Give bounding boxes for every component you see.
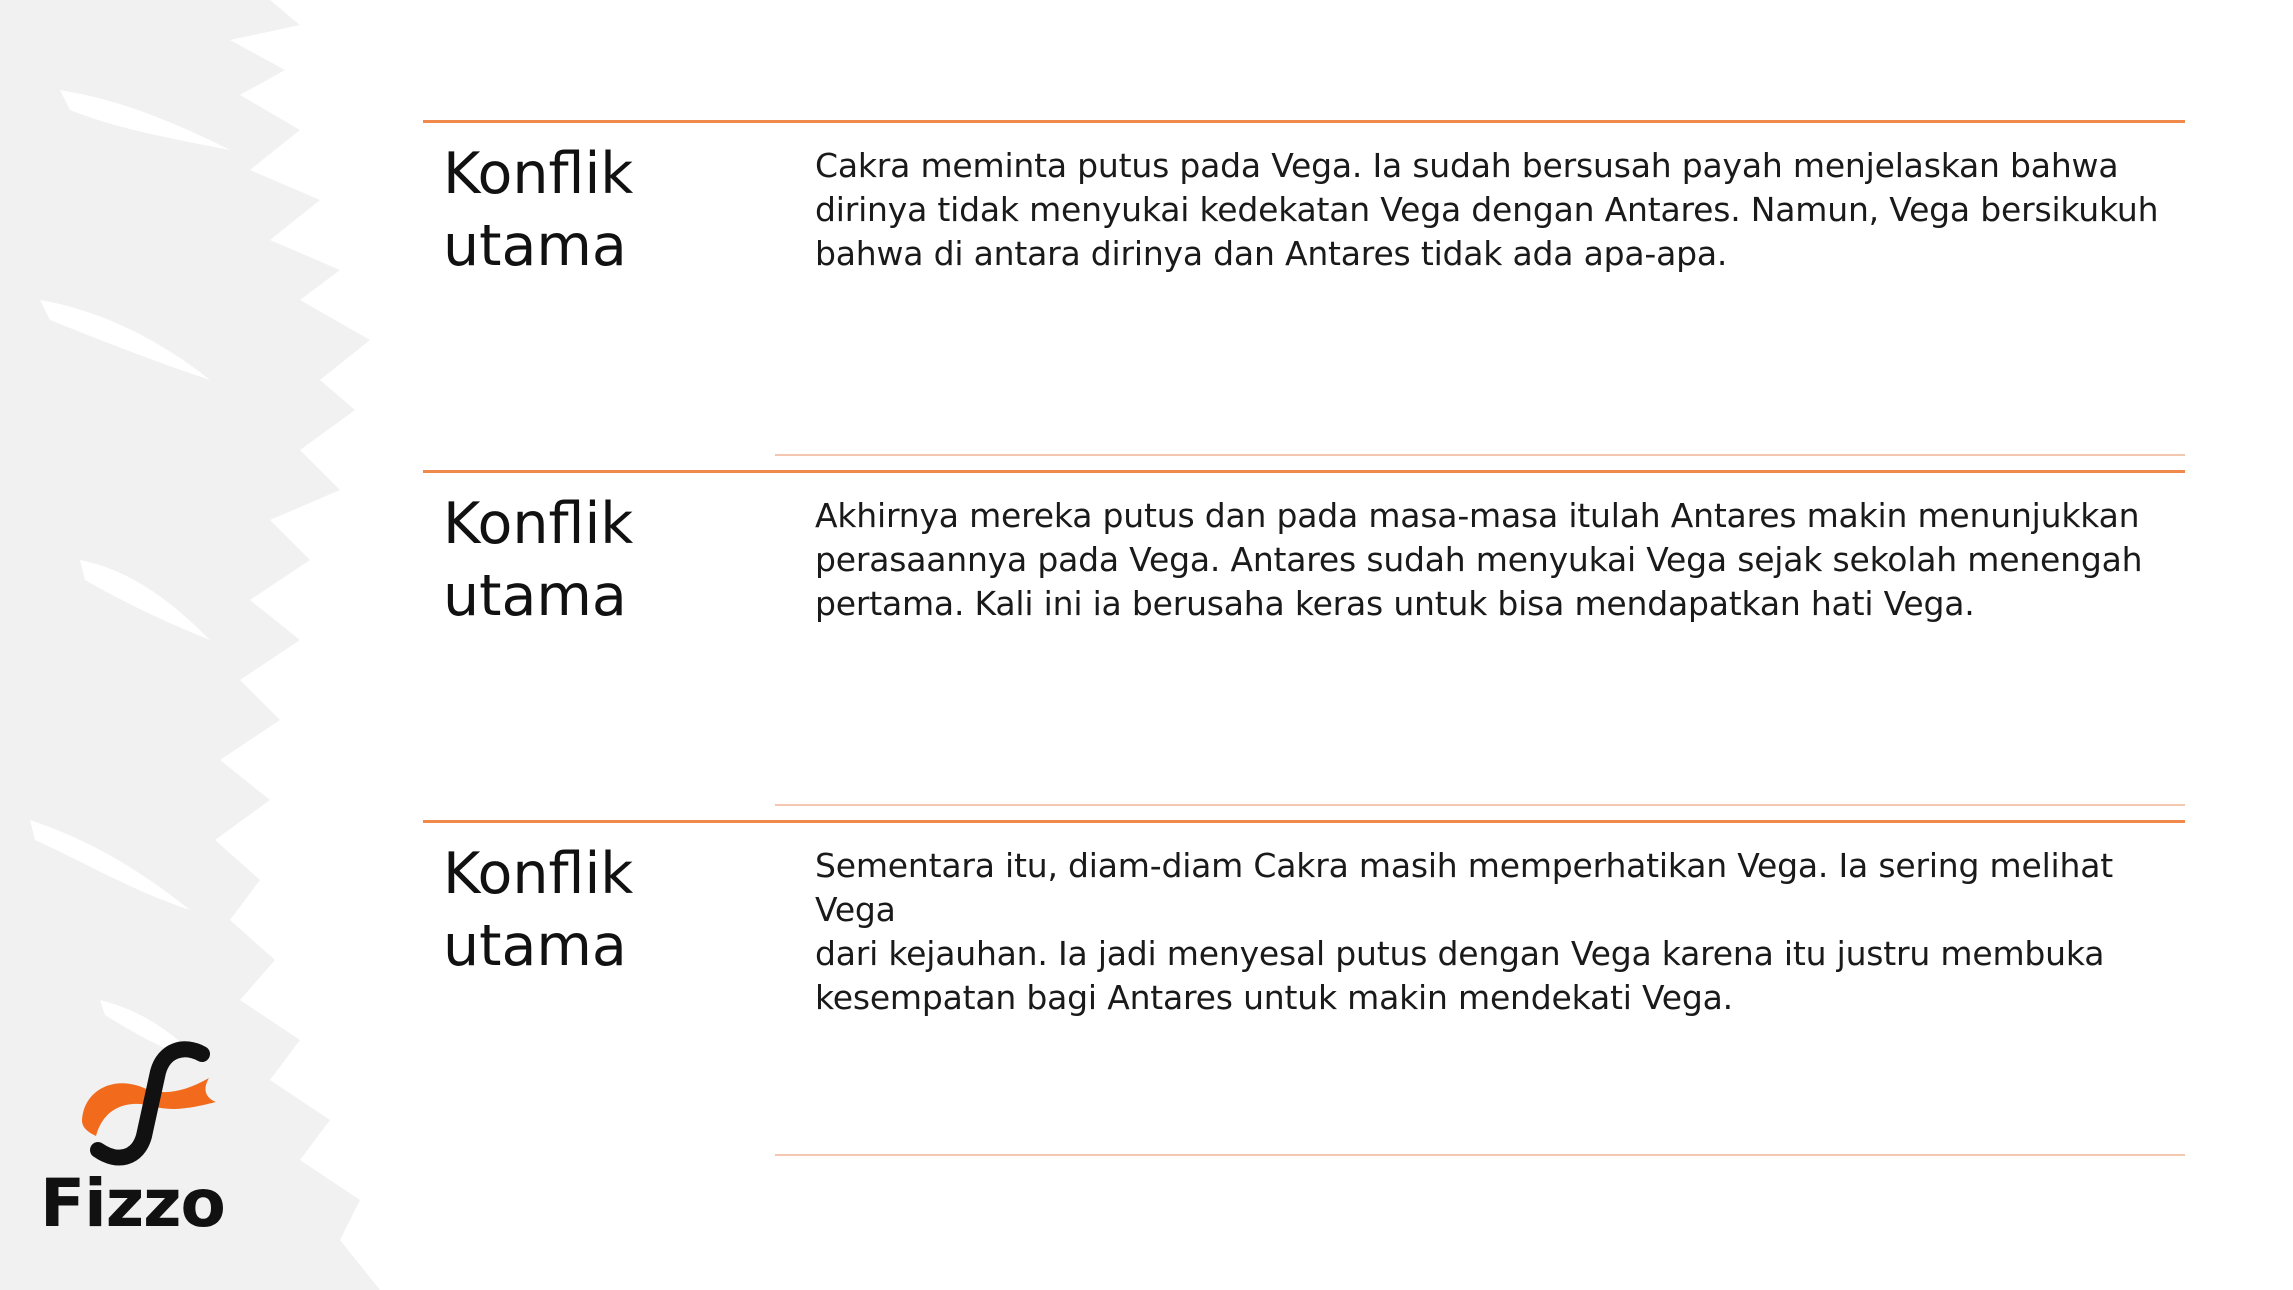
section-body-text: Sementara itu, diam-diam Cakra masih memperhatikan Vega. Ia sering melihat Vega dari kejauhan. Ia jadi menyesal putus dengan Vega karena itu justru membuka kesempatan bagi Antares untuk makin mendekati Vega. [815, 846, 2113, 1017]
fizzo-logo [40, 1040, 240, 1260]
section-heading: Konflik utama [443, 491, 634, 629]
section-body-text: Akhirnya mereka putus dan pada masa-masa itulah Antares makin menunjukkan perasaannya pada Vega. Antares sudah menyukai Vega sejak sekolah menengah pertama. Kali ini ia berusaha keras untuk bisa mendapatkan hati Vega. [815, 496, 2143, 623]
section-heading: Konflik utama [443, 841, 634, 979]
section-bottom-divider [775, 804, 2185, 806]
section-2 [423, 470, 2185, 820]
section-top-divider [423, 820, 2185, 823]
section-top-divider [423, 120, 2185, 123]
section-bottom-divider [775, 1154, 2185, 1156]
section-top-divider [423, 470, 2185, 473]
section-3 [423, 820, 2185, 1170]
section-1 [423, 120, 2185, 470]
section-bottom-divider [775, 454, 2185, 456]
section-body-text: Cakra meminta putus pada Vega. Ia sudah bersusah payah menjelaskan bahwa dirinya tidak menyukai kedekatan Vega dengan Antares. Namun, Vega bersikukuh bahwa di antara dirinya dan Antares tidak ada apa-apa. [815, 146, 2159, 273]
section-heading: Konflik utama [443, 141, 634, 279]
fizzo-f-icon [74, 1040, 224, 1170]
brand-name: Fizzo [40, 1165, 225, 1242]
